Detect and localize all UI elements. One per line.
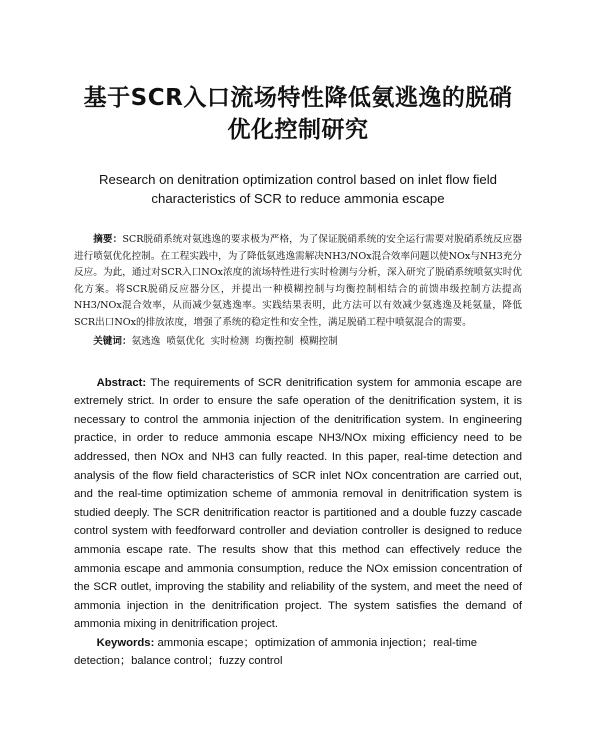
chinese-abstract bbox=[74, 232, 522, 332]
chinese-keywords-label: 关键词： bbox=[93, 335, 132, 347]
chinese-abstract-label: 摘要： bbox=[93, 234, 123, 245]
chinese-keyword: 实时检测 bbox=[210, 335, 250, 347]
chinese-keyword: 模糊控制 bbox=[299, 335, 338, 347]
english-abstract bbox=[74, 374, 522, 634]
english-keywords-text: ammonia escape；optimization of ammonia injection；real-time detection；balance control；fuzzy control bbox=[74, 636, 478, 668]
chinese-abstract-text: SCR脱硝系统对氨逃逸的要求极为严格，为了保证脱硝系统的安全运行需要对脱硝系统反应器进行喷氨优化控制。在工程实践中，为了降低氨逃逸需解决NH3/NOx混合效率问题以使NOx与NH3充分反应。为此，通过对SCR入口NOx浓度的流场特性进行实时检测与分析，深入研究了脱硝系统喷氨实时优化方案。将SCR脱硝反应器分区，并提出一种模糊控制与均衡控制相结合的前馈串级控制方法提高NH3/NOx混合效率，从而减少氨逃逸率。实践结果表明，此方法可以有效减少氨逃逸及耗氨量，降低SCR出口NOx的排放浓度，增强了系统的稳定性和安全性，满足脱硝工程中喷氨混合的需要。 bbox=[74, 234, 522, 328]
english-keywords-label: Keywords: bbox=[96, 636, 155, 649]
chinese-keyword: 喷氨优化 bbox=[166, 335, 205, 347]
english-abstract-label: Abstract: bbox=[96, 376, 147, 389]
english-keywords bbox=[74, 634, 522, 671]
english-abstract-text: The requirements of SCR denitrification system for ammonia escape are extremely strict. In order to ensure the safe operation of the denitrification system, it is necessary to control the ammonia injection of the denitrification system. In engineering practice, in order to reduce ammonia escape NH3/NOx mixing efficiency need to be addressed, then NOx and NH3 can fully reacted. In this paper, real-time detection and analysis of the flow field characteristics of SCR inlet NOx concentration are carried out, and the real-time optimization scheme of ammonia removal in denitrification system is studied deeply. The SCR denitrification reactor is partitioned and a double fuzzy cascade control system with feedforward controller and deviation controller is designed to reduce ammonia escape rate. The results show that this method can effectively reduce the ammonia escape and ammonia consumption, reduce the NOx emission concentration of the SCR outlet, improving the stability and reliability of the system, and meet the need of ammonia injection in the denitrification project. The system satisfies the demand of ammonia mixing in denitrification project. bbox=[74, 376, 523, 631]
chinese-keyword: 均衡控制 bbox=[255, 335, 294, 347]
chinese-title: 基于SCR入口流场特性降低氨逃逸的脱硝优化控制研究 bbox=[83, 85, 513, 143]
chinese-keyword: 氨逃逸 bbox=[131, 335, 161, 347]
english-title: Research on denitration optimization control based on inlet flow field characteristics of SCR to reduce ammonia escape bbox=[98, 172, 498, 206]
chinese-keywords bbox=[74, 334, 522, 350]
